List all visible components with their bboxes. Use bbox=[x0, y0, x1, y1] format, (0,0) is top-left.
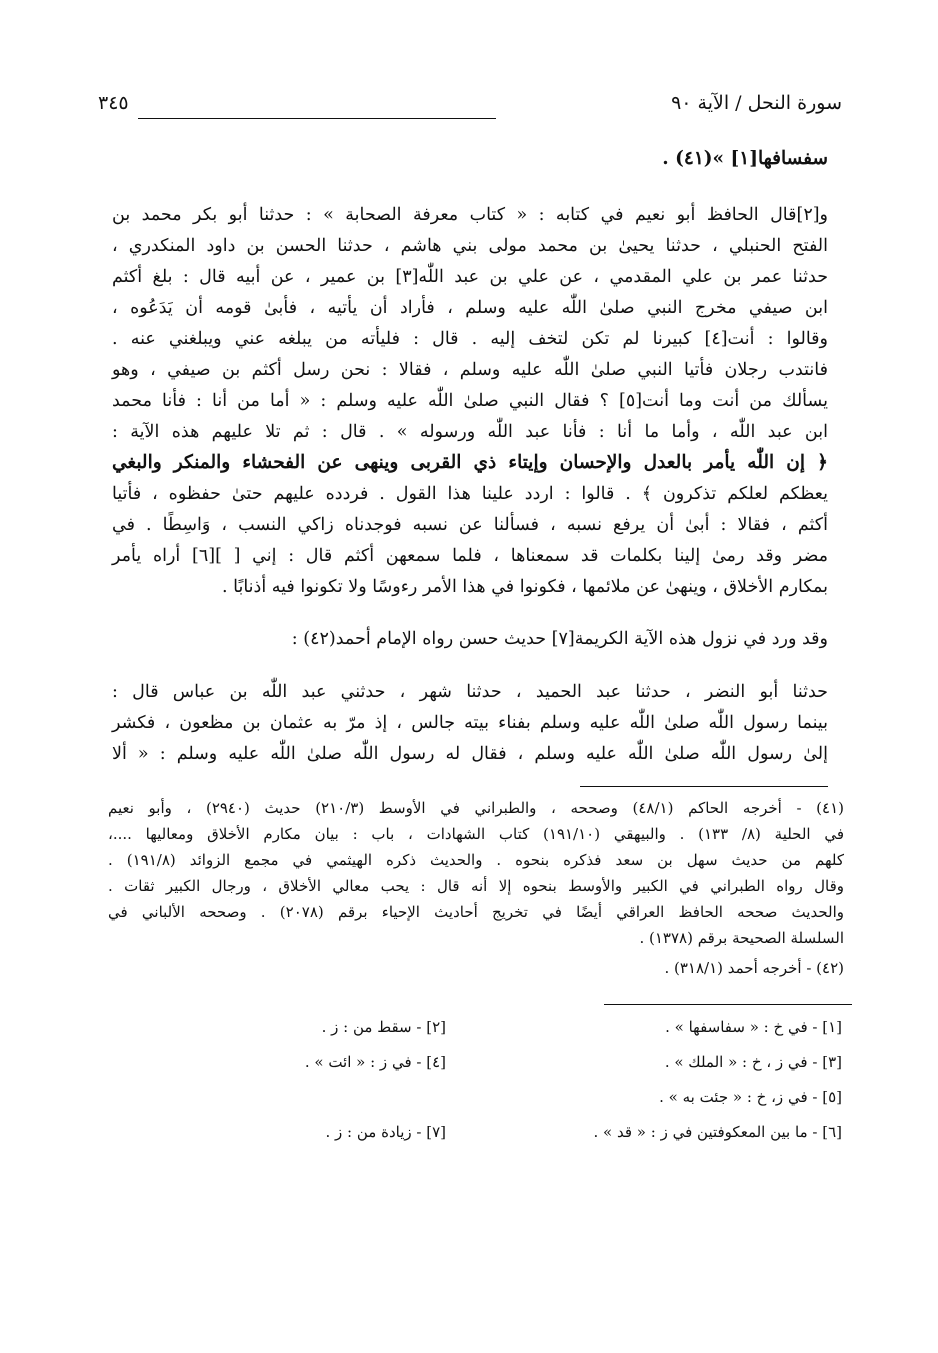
body-line-13: مضر وقد رمىٰ إلينا بكلمات قد سمعناها ، فلما سمعهن أكثم قال : إني [ ][٦] أراه يأمر bbox=[112, 546, 828, 566]
variant-note-7: [٧] - زيادة من : ز . bbox=[325, 1123, 446, 1141]
body-line-17: بينما رسول اللّٰه صلىٰ اللّٰه عليه وسلم بفناء بيته جالس ، إذ مرّ به عثمان بن مظعون ، فكشر bbox=[112, 713, 828, 733]
body-line-2: و[٢]قال الحافظ أبو نعيم في كتابه : « كتاب معرفة الصحابة » : حدثنا أبو بكر محمد بن bbox=[112, 205, 828, 225]
body-line-5: ابن صيفي مخرج النبي صلىٰ اللّٰه عليه وسلم ، فأراد أن يأتيه ، فأبىٰ قومه أن يَدَعُوه ، bbox=[112, 298, 828, 318]
body-line-3: الفتح الحنبلي ، حدثنا يحيىٰ بن محمد مولى بني هاشم ، حدثنا الحسن بن داود المنكدري ، bbox=[112, 236, 828, 256]
variant-note-2: [٢] - سقط من : ز . bbox=[321, 1018, 446, 1036]
body-line-12: أكثم ، فقالا : أبىٰ أن يرفع نسبه ، فسألنا عن نسبه فوجدناه زاكي النسب ، وَاسِطًا . في bbox=[112, 515, 828, 535]
body-line-15: وقد ورد في نزول هذه الآية الكريمة[٧] حديث حسن رواه الإمام أحمد(٤٢) : bbox=[291, 629, 828, 649]
footnote-line: وقال رواه الطبراني في الكبير والأوسط بنحوه إلا أنه قال : يحب معالي الأخلاق ، ورجال الكبير ثقات . bbox=[108, 877, 844, 895]
body-line-8: يسألك من أنت وما أنت[٥] ؟ فقال النبي صلىٰ اللّٰه عليه وسلم : « أما من أنا : فأنا محمد bbox=[112, 391, 828, 411]
body-line-14: بمكارم الأخلاق ، وينهىٰ عن ملائمها ، فكونوا في هذا الأمر رءوسًا ولا تكونوا فيه أذنابًا . bbox=[222, 577, 828, 597]
footnote-line: (٤٢) - أخرجه أحمد (٣١٨/١) . bbox=[664, 959, 844, 977]
variant-note-4: [٤] - في ز : « ائت » . bbox=[304, 1053, 446, 1071]
quran-verse-line-1: ﴿ إن اللّٰه يأمر بالعدل والإحسان وإيتاء ذي القربى وينهى عن الفحشاء والمنكر والبغي bbox=[112, 452, 828, 473]
running-header-title: سورة النحل / الآية ٩٠ bbox=[671, 92, 842, 114]
variant-note-5: [٥] - في ز، خ : « جئت به » . bbox=[659, 1088, 842, 1106]
notes-rule bbox=[604, 1004, 852, 1005]
footnote-rule bbox=[580, 786, 828, 787]
quran-verse-line-2: يعظكم لعلكم تذكرون ﴾ . قالوا : اردد علينا هذا القول . فردده عليهم حتىٰ حفظوه ، فأتيا bbox=[112, 484, 828, 504]
variant-note-1: [١] - في خ : « سفاسفها » . bbox=[665, 1018, 842, 1036]
footnote-line: (٤١) - أخرجه الحاكم (٤٨/١) وصححه ، والطبراني في الأوسط (٢١٠/٣) حديث (٢٩٤٠) ، وأبو نعيم bbox=[108, 799, 844, 817]
header-rule bbox=[138, 118, 496, 119]
body-line-18: إلىٰ رسول اللّٰه صلىٰ اللّٰه عليه وسلم ، فقال له رسول اللّٰه صلىٰ اللّٰه عليه وسلم : « ألا bbox=[112, 744, 828, 764]
footnote-line: والحديث صححه الحافظ العراقي أيضًا في تخريج أحاديث الإحياء برقم (٢٠٧٨) . وصححه الألباني في bbox=[108, 903, 844, 921]
body-line-16: حدثنا أبو النضر ، حدثنا عبد الحميد ، حدثنا شهر ، حدثني عبد اللّٰه بن عباس قال : bbox=[112, 682, 828, 702]
body-line-1: سفسافها[١] »(٤١) . bbox=[662, 148, 828, 169]
footnote-line: السلسلة الصحيحة برقم (١٣٧٨) . bbox=[639, 929, 844, 947]
variant-note-3: [٣] - في ز ، خ : « الملك » . bbox=[664, 1053, 842, 1071]
body-line-6: وقالوا : أنت[٤] كبيرنا لم تكن لتخف إليه . قال : فليأته من يبلغه عني ويبلغني عنه . bbox=[112, 329, 829, 349]
page-number: ٣٤٥ bbox=[98, 92, 129, 114]
variant-note-6: [٦] - ما بين المعكوفتين في ز : « قد » . bbox=[593, 1123, 842, 1141]
body-line-9: ابن عبد اللّٰه ، وأما ما أنا : فأنا عبد اللّٰه ورسوله » . قال : ثم تلا عليهم هذه الآية : bbox=[112, 422, 828, 442]
footnote-line: كلهم من حديث سهل بن سعد فذكره بنحوه . والحديث ذكره الهيثمي في مجمع الزوائد (١٩١/٨) . bbox=[108, 851, 844, 869]
footnote-line: في الحلية (٨/ ١٣٣) . والبيهقي (١٩١/١٠) كتاب الشهادات ، باب : بيان مكارم الأخلاق ومعاليها ....، bbox=[108, 825, 845, 843]
body-line-4: حدثنا عمر بن علي المقدمي ، عن علي بن عبد اللّٰه[٣] بن عمير ، عن أبيه قال : بلغ أكثم bbox=[112, 267, 829, 287]
body-line-7: فانتدب رجلان فأتيا النبي صلىٰ اللّٰه عليه وسلم ، فقالا : نحن رسل أكثم بن صيفي ، وهو bbox=[112, 360, 828, 380]
